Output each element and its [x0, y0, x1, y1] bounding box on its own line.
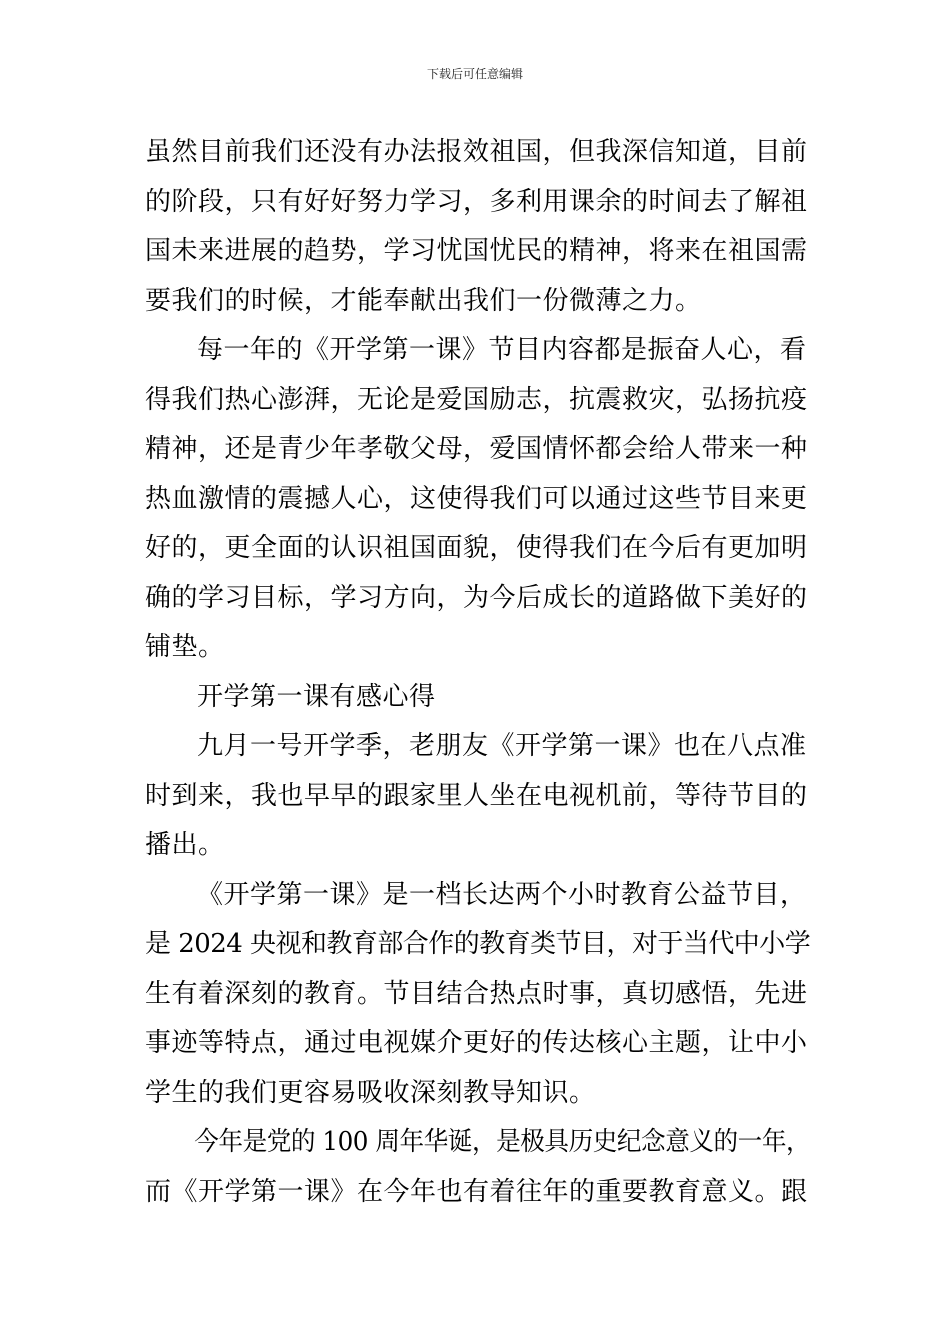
paragraph-5 — [145, 1118, 810, 1217]
text-line: 《开学第一课》是一档长达两个小时教育公益节目， — [197, 879, 807, 910]
paragraph-4 — [145, 871, 810, 1119]
text-line: 而《开学第一课》在今年也有着往年的重要教育意义。跟 — [145, 1176, 808, 1207]
text-line: 国未来进展的趋势，学习忧国忧民的精神，将来在祖国需 — [145, 236, 808, 266]
text-line: 播出。 — [145, 830, 225, 860]
text-line: 得我们热心澎湃，无论是爱国励志，抗震救灾，弘扬抗疫 — [145, 384, 808, 415]
section-heading-text: 开学第一课有感心得 — [197, 681, 436, 712]
text-line: 生有着深刻的教育。节目结合热点时事，真切感悟，先进 — [145, 978, 808, 1009]
document-body — [145, 128, 810, 1217]
text-line: 是 2024 央视和教育部合作的教育类节目，对于当代中小学 — [145, 929, 811, 959]
text-line: 今年是党的 100 周年华诞，是极具历史纪念意义的一年， — [194, 1127, 811, 1157]
text-line: 要我们的时候，才能奉献出我们一份微薄之力。 — [145, 285, 702, 316]
paragraph-2 — [145, 326, 810, 673]
text-line: 铺垫。 — [145, 632, 225, 662]
text-line: 学生的我们更容易吸收深刻教导知识。 — [145, 1077, 596, 1108]
text-line: 精神，还是青少年孝敬父母，爱国情怀都会给人带来一种 — [145, 434, 808, 464]
paragraph-1 — [145, 128, 810, 326]
text-line: 虽然目前我们还没有办法报效祖国，但我深信知道，目前 — [145, 137, 808, 167]
text-line: 热血激情的震撼人心，这使得我们可以通过这些节目来更 — [145, 483, 808, 514]
page-header: 下载后可任意编辑 — [426, 67, 523, 81]
text-line: 好的，更全面的认识祖国面貌，使得我们在今后有更加明 — [145, 533, 808, 563]
text-line: 事迹等特点，通过电视媒介更好的传达核心主题，让中小 — [145, 1028, 808, 1058]
text-line: 九月一号开学季，老朋友《开学第一课》也在八点准 — [197, 731, 807, 761]
text-line: 确的学习目标，学习方向，为今后成长的道路做下美好的 — [145, 582, 808, 613]
paragraph-3 — [145, 722, 810, 871]
text-line: 每一年的《开学第一课》节目内容都是振奋人心，看 — [197, 335, 807, 365]
section-heading — [145, 673, 810, 723]
text-line: 的阶段，只有好好努力学习，多利用课余的时间去了解祖 — [145, 186, 808, 217]
text-line: 时到来，我也早早的跟家里人坐在电视机前，等待节目的 — [145, 780, 808, 811]
